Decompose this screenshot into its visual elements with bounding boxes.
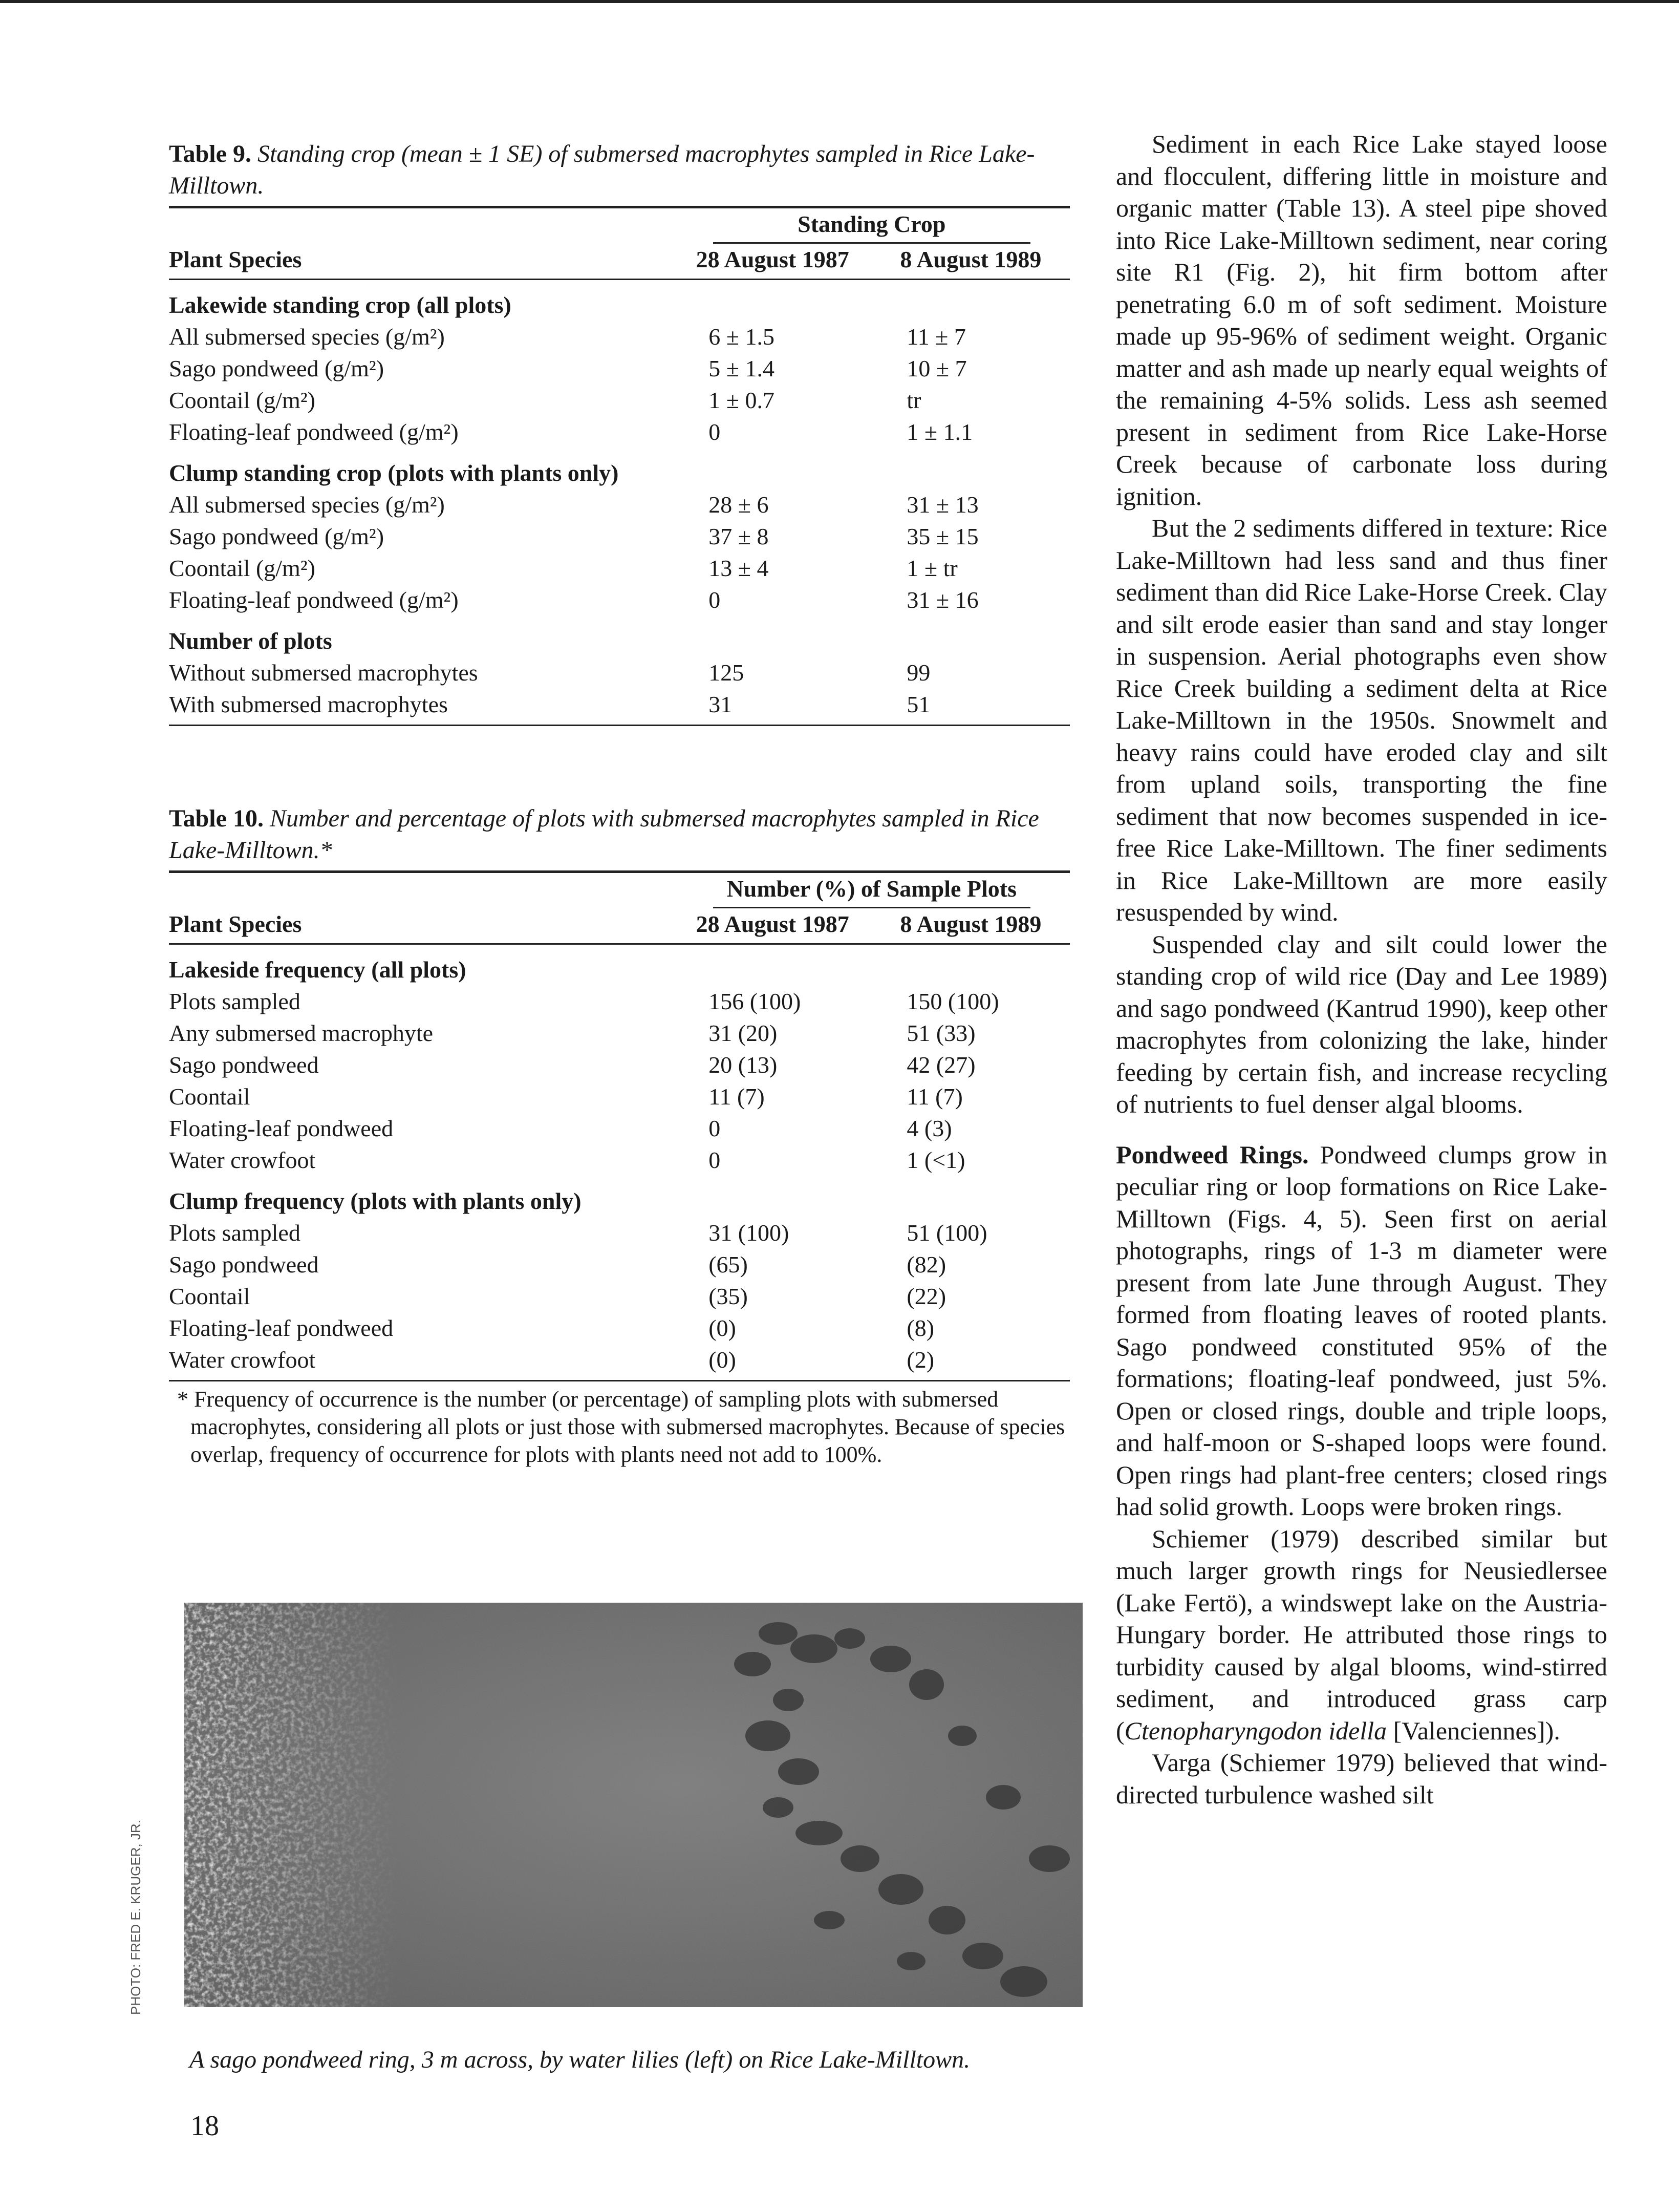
- section-heading-pondweed-rings: Pondweed Rings.: [1116, 1140, 1309, 1169]
- cell-1987: [674, 1113, 872, 1144]
- cell-value: 99: [907, 660, 931, 686]
- cell-1989: [872, 353, 1070, 385]
- scientific-name: Ctenopharyngodon idella: [1124, 1716, 1387, 1745]
- table9-table-row: [169, 657, 1070, 689]
- table9-column-headers: [169, 244, 1070, 280]
- cell-1989: [872, 986, 1070, 1017]
- cell-1989: [872, 657, 1070, 689]
- table10-caption-text: Number and percentage of plots with submersed macrophytes sampled in Rice Lake-Milltown.*: [169, 805, 1039, 864]
- cell-value: 0: [708, 1147, 721, 1173]
- row-label: Floating-leaf pondweed (g/m²): [169, 587, 459, 613]
- cell-1989: [872, 385, 1070, 416]
- row-label: Sago pondweed (g/m²): [169, 523, 384, 549]
- cell-1989: [872, 689, 1070, 726]
- table10-column-headers: [169, 908, 1070, 944]
- table10-table-row: [169, 1249, 1070, 1281]
- cell-value: 51 (100): [907, 1220, 987, 1246]
- table10-group-header: [169, 1176, 1070, 1217]
- table10-group-title: Lakeside frequency (all plots): [169, 956, 466, 983]
- table9-table-row: [169, 584, 1070, 616]
- row-label: Any submersed macrophyte: [169, 1020, 434, 1046]
- cell-1987: [674, 552, 872, 584]
- table10-table-row: [169, 1217, 1070, 1249]
- row-label: Coontail: [169, 1283, 250, 1309]
- table10-number: Table 10.: [169, 805, 264, 832]
- table9-group-header: [169, 280, 1070, 322]
- table10-caption: [169, 803, 1070, 866]
- cell-value: 0: [708, 419, 721, 445]
- table9-caption-text: Standing crop (mean ± 1 SE) of submersed macrophytes sampled in Rice Lake-Milltown.: [169, 140, 1035, 199]
- cell-value: 156 (100): [708, 988, 801, 1014]
- cell-value: 125: [708, 660, 744, 686]
- cell-1987: [674, 385, 872, 416]
- table9-span-header: Standing Crop: [713, 208, 1030, 244]
- cell-1987: [674, 1312, 872, 1344]
- cell-value: 31 ± 13: [907, 492, 979, 518]
- table9-table-row: [169, 489, 1070, 521]
- cell-1989: [872, 1049, 1070, 1081]
- cell-1989: [872, 489, 1070, 521]
- photo-caption: A sago pondweed ring, 3 m across, by water lilies (left) on Rice Lake-Milltown.: [189, 2046, 971, 2073]
- cell-1987: [674, 1081, 872, 1113]
- right-column: [1116, 128, 1607, 1811]
- cell-value: 10 ± 7: [907, 355, 967, 381]
- body-paragraph-1: Sediment in each Rice Lake stayed loose and flocculent, differing little in moisture and organic matter (Table 13). A steel pipe shoved into Rice Lake-Milltown sediment, near coring site R1 (Fig. 2), hit firm bottom after penetrating 6.0 m of soft sediment. Moisture made up 95-96% of sediment weight. Organic matter and ash made up nearly equal weights of the remaining 4-5% solids. Less ash seemed present in sediment from Rice Lake-Horse Creek because of carbonate loss during ignition.: [1116, 130, 1607, 511]
- row-label: Sago pondweed: [169, 1251, 319, 1278]
- cell-value: (22): [907, 1283, 946, 1309]
- table9-col-1989: 8 August 1989: [872, 244, 1070, 280]
- cell-value: 28 ± 6: [708, 492, 769, 518]
- cell-1987: [674, 1344, 872, 1381]
- cell-1989: [872, 1144, 1070, 1176]
- cell-value: 51 (33): [907, 1020, 976, 1046]
- cell-value: 42 (27): [907, 1052, 976, 1078]
- body-paragraph-4-text: Pondweed clumps grow in peculiar ring or loop formations on Rice Lake-Milltown (Figs. 4, 5). Seen first on aerial photographs, rings of 1-3 m diameter were present from late June through August. They formed from floating leaves of rooted plants. Sago pondweed constituted 95% of the formations; floating-leaf pondweed, just 5%. Open or closed rings, double and triple loops, and half-moon or S-shaped loops were found. Open rings had plant-free centers; closed rings had solid growth. Loops were broken rings.: [1116, 1140, 1607, 1521]
- cell-1989: [872, 584, 1070, 616]
- table10-table-row: [169, 1017, 1070, 1049]
- body-paragraph-6: Varga (Schiemer 1979) believed that wind-directed turbulence washed silt: [1116, 1748, 1607, 1809]
- cell-1989: [872, 1113, 1070, 1144]
- cell-1989: [872, 416, 1070, 448]
- cell-1989: [872, 1217, 1070, 1249]
- cell-1987: [674, 489, 872, 521]
- cell-value: 150 (100): [907, 988, 999, 1014]
- row-label: Coontail: [169, 1083, 250, 1110]
- cell-1989: [872, 321, 1070, 353]
- cell-value: (82): [907, 1251, 946, 1278]
- cell-1989: [872, 552, 1070, 584]
- body-paragraph-3: Suspended clay and silt could lower the standing crop of wild rice (Day and Lee 1989) and sago pondweed (Kantrud 1990), keep other macrophytes from colonizing the lake, hinder feeding by certain fish, and increase recycling of nutrients to fuel denser algal blooms.: [1116, 929, 1607, 1118]
- table9-table-row: [169, 552, 1070, 584]
- cell-1989: [872, 1281, 1070, 1312]
- cell-value: (8): [907, 1315, 935, 1341]
- row-label: Coontail (g/m²): [169, 555, 315, 581]
- table10-table-row: [169, 1049, 1070, 1081]
- cell-value: (2): [907, 1347, 935, 1373]
- table10-col-1987: 28 August 1987: [674, 908, 872, 944]
- row-label: Without submersed macrophytes: [169, 660, 478, 686]
- cell-1987: [674, 321, 872, 353]
- cell-1987: [674, 657, 872, 689]
- table9-caption: [169, 138, 1070, 202]
- cell-1987: [674, 1249, 872, 1281]
- table10-table-row: [169, 1081, 1070, 1113]
- cell-value: (0): [708, 1315, 736, 1341]
- body-paragraph-5-b: [Valenciennes]).: [1387, 1716, 1560, 1745]
- page-number: 18: [190, 2110, 219, 2142]
- cell-value: (65): [708, 1251, 748, 1278]
- cell-1987: [674, 1017, 872, 1049]
- table9-group-title: Clump standing crop (plots with plants only): [169, 460, 619, 486]
- cell-value: 0: [708, 1115, 721, 1141]
- table10-table-row: [169, 1344, 1070, 1381]
- table9-number: Table 9.: [169, 140, 251, 167]
- table9-table-row: [169, 321, 1070, 353]
- cell-1987: [674, 1217, 872, 1249]
- cell-1989: [872, 1344, 1070, 1381]
- table10-body: [169, 944, 1070, 1381]
- cell-1987: [674, 1144, 872, 1176]
- table9-col-1987: 28 August 1987: [674, 244, 872, 280]
- cell-value: 31 ± 16: [907, 587, 979, 613]
- row-label: Floating-leaf pondweed (g/m²): [169, 419, 459, 445]
- cell-value: 13 ± 4: [708, 555, 769, 581]
- table9-group-title: Number of plots: [169, 628, 332, 654]
- table10-table-row: [169, 1113, 1070, 1144]
- cell-1987: [674, 521, 872, 552]
- row-label: Sago pondweed (g/m²): [169, 355, 384, 381]
- cell-value: (35): [708, 1283, 748, 1309]
- table10-col-species: Plant Species: [169, 908, 674, 944]
- row-label: Sago pondweed: [169, 1052, 319, 1078]
- cell-1989: [872, 1249, 1070, 1281]
- cell-1987: [674, 1049, 872, 1081]
- cell-value: 0: [708, 587, 721, 613]
- row-label: With submersed macrophytes: [169, 689, 674, 726]
- table10-table-row: [169, 1312, 1070, 1344]
- table9-table-row: [169, 521, 1070, 552]
- cell-1987: [674, 353, 872, 385]
- cell-value: 1 (<1): [907, 1147, 965, 1173]
- pondweed-ring-photo: [184, 1603, 1083, 2007]
- table9-body: [169, 280, 1070, 726]
- cell-1987: [674, 416, 872, 448]
- table10-group-title: Clump frequency (plots with plants only): [169, 1188, 582, 1214]
- cell-value: 5 ± 1.4: [708, 355, 774, 381]
- cell-value: 31: [708, 691, 733, 717]
- table9-group-header: [169, 448, 1070, 489]
- cell-value: 51: [907, 691, 931, 717]
- cell-value: 37 ± 8: [708, 523, 769, 549]
- table10-group-header: [169, 944, 1070, 986]
- cell-value: 35 ± 15: [907, 523, 979, 549]
- cell-1989: [872, 1081, 1070, 1113]
- table10: [169, 870, 1070, 1381]
- row-label: Water crowfoot: [169, 1344, 674, 1381]
- cell-value: 11 (7): [708, 1083, 765, 1110]
- cell-value: 4 (3): [907, 1115, 952, 1141]
- body-paragraph-5: [1116, 1523, 1607, 1747]
- table9-group-title: Lakewide standing crop (all plots): [169, 292, 511, 318]
- table10-footnote: * Frequency of occurrence is the number (or percentage) of sampling plots with submersed macrophytes, considering all plots or just those with submersed macrophytes. Because of species overlap, frequency of occurrence for plots with plants need not add to 100%.: [177, 1387, 1065, 1467]
- row-label: Water crowfoot: [169, 1147, 316, 1173]
- photo-credit: PHOTO: FRED E. KRUGER, JR.: [128, 1820, 143, 2015]
- table10-table-row: [169, 1281, 1070, 1312]
- table9-table-row: [169, 416, 1070, 448]
- row-label: All submersed species (g/m²): [169, 492, 445, 518]
- table10-table-row: [169, 1144, 1070, 1176]
- row-label: Floating-leaf pondweed: [169, 1115, 394, 1141]
- cell-1987: [674, 689, 872, 726]
- cell-value: 11 (7): [907, 1083, 963, 1110]
- table10-span-header-row: [169, 872, 1070, 909]
- row-label: Plots sampled: [169, 988, 300, 1014]
- row-label: All submersed species (g/m²): [169, 324, 445, 350]
- table9: [169, 206, 1070, 726]
- water-lilies: [184, 1603, 399, 2007]
- aerial-photo-image: [184, 1603, 1083, 2007]
- table10-col-1989: 8 August 1989: [872, 908, 1070, 944]
- row-label: Floating-leaf pondweed: [169, 1315, 394, 1341]
- cell-value: 20 (13): [708, 1052, 778, 1078]
- table10-span-header: Number (%) of Sample Plots: [713, 873, 1030, 908]
- cell-value: 31 (20): [708, 1020, 778, 1046]
- row-label: Plots sampled: [169, 1220, 300, 1246]
- cell-1987: [674, 986, 872, 1017]
- cell-1987: [674, 584, 872, 616]
- cell-1989: [872, 521, 1070, 552]
- top-rule: [0, 0, 1679, 3]
- table10-table-row: [169, 986, 1070, 1017]
- body-paragraph-5-a: Schiemer (1979) described similar but much larger growth rings for Neusiedlersee (Lake Fertö), a windswept lake on the Austria-Hungary border. He attributed those rings to turbidity caused by algal blooms, wind-stirred sediment, and introduced grass carp (: [1116, 1524, 1607, 1745]
- table9-span-header-row: [169, 207, 1070, 244]
- cell-value: 1 ± 0.7: [708, 387, 774, 413]
- cell-value: 1 ± tr: [907, 555, 958, 581]
- body-paragraph-4: [1116, 1139, 1607, 1523]
- cell-value: tr: [907, 387, 921, 413]
- cell-1989: [872, 1312, 1070, 1344]
- table9-group-header: [169, 616, 1070, 657]
- table9-table-row: [169, 385, 1070, 416]
- cell-value: (0): [708, 1347, 736, 1373]
- cell-value: 31 (100): [708, 1220, 789, 1246]
- table9-table-row: [169, 353, 1070, 385]
- cell-1989: [872, 1017, 1070, 1049]
- cell-value: 11 ± 7: [907, 324, 966, 350]
- table9-table-row: [169, 689, 1070, 726]
- cell-value: 6 ± 1.5: [708, 324, 774, 350]
- table9-col-species: Plant Species: [169, 244, 674, 280]
- body-paragraph-2: But the 2 sediments differed in texture: Rice Lake-Milltown had less sand and thus finer sediment than did Rice Lake-Horse Creek. Clay and silt erode easier than sand and stay longer in suspension. Aerial photographs even show Rice Creek building a sediment delta at Rice Lake-Milltown in the 1950s. Snowmelt and heavy rains could have eroded clay and silt from upland soils, transporting the fine sediment that now becomes suspended in ice-free Rice Lake-Milltown. The finer sediments in Rice Lake-Milltown are more easily resuspended by wind.: [1116, 514, 1607, 926]
- cell-value: 1 ± 1.1: [907, 419, 973, 445]
- left-column: [169, 138, 1070, 1469]
- row-label: Coontail (g/m²): [169, 387, 315, 413]
- cell-1987: [674, 1281, 872, 1312]
